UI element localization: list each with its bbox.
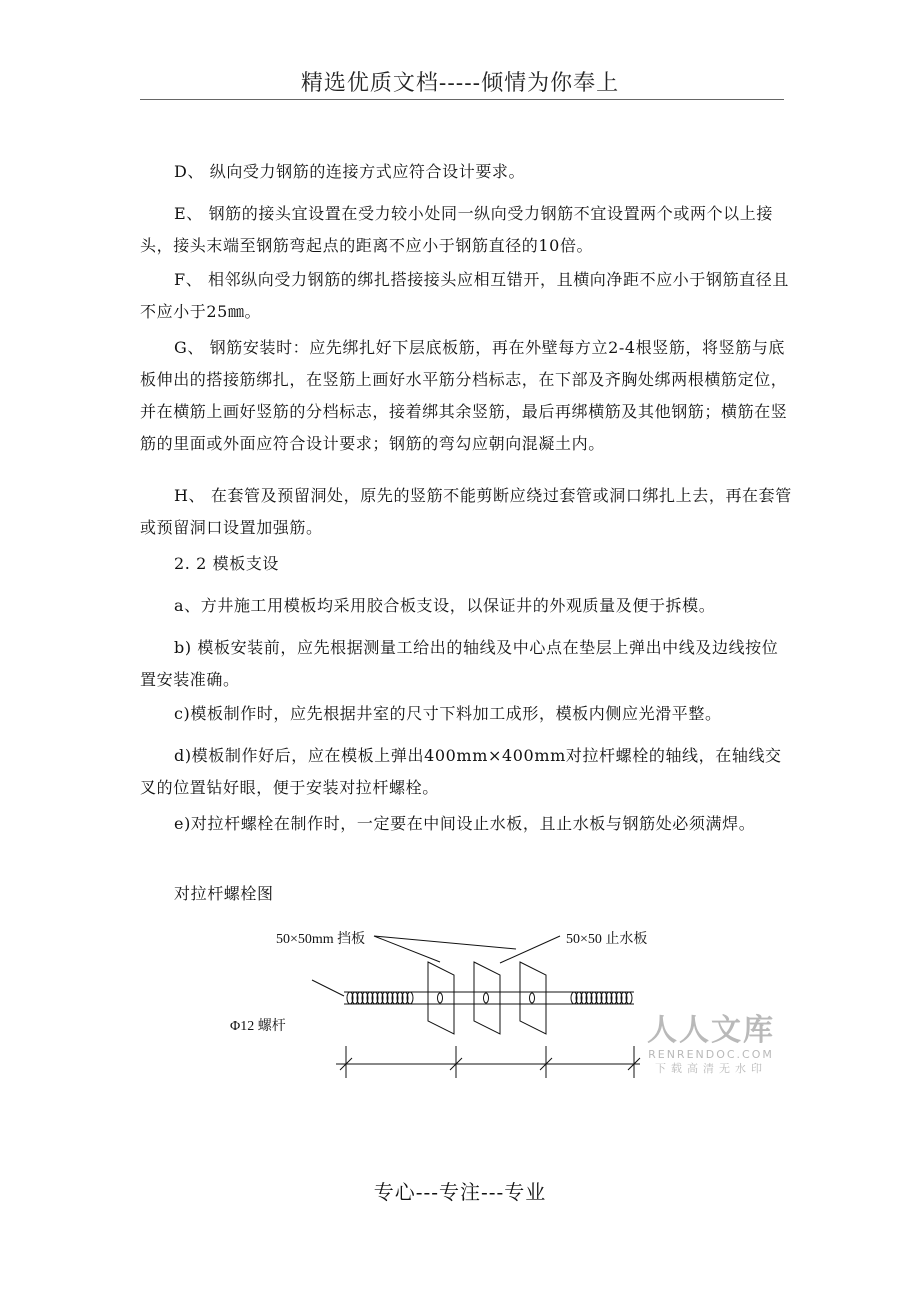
watermark-site: RENRENDOC.COM [648, 1048, 774, 1061]
section-heading-formwork: 2. 2 模板支设 [174, 554, 280, 573]
leader-line-baffle-1 [374, 936, 440, 962]
dimension-line [336, 1046, 640, 1078]
watermark-title: 人人文库 [647, 1013, 775, 1048]
leader-line-waterstop [500, 936, 560, 963]
paragraph-d: D、 纵向受力钢筋的连接方式应符合设计要求。 [174, 162, 526, 181]
tie-bolt-diagram [0, 900, 920, 1090]
paragraph-e: E、 钢筋的接头宜设置在受力较小处同一纵向受力钢筋不宜设置两个或两个以上接头，接头末端至钢筋弯起点的距离不应小于钢筋直径的10倍。 [140, 204, 773, 255]
label-waterstop: 50×50 止水板 [566, 932, 648, 947]
leader-line-rod [312, 980, 344, 996]
paragraph-d-formwork: d)模板制作好后，应在模板上弹出400mm×400mm对拉杆螺栓的轴线，在轴线交叉的位置钻好眼，便于安装对拉杆螺栓。 [140, 746, 782, 797]
page-footer: 专心---专注---专业 [373, 1180, 547, 1204]
waterstop-plate [474, 962, 500, 1034]
paragraph-g: G、 钢筋安装时：应先绑扎好下层底板筋，再在外壁每方立2-4根竖筋，将竖筋与底板伸出的搭接筋绑扎，在竖筋上画好水平筋分档标志，在下部及齐胸处绑两根横筋定位，并在横筋上画好竖筋的分档标志，接着绑其余竖筋，最后再绑横筋及其他钢筋；横筋在竖筋的里面或外面应符合设计要求；钢筋的弯勾应朝向混凝土内。 [140, 338, 788, 453]
leader-line-baffle-2 [374, 936, 516, 949]
thread-right [571, 992, 632, 1004]
paragraph-b: b) 模板安装前，应先根据测量工给出的轴线及中心点在垫层上弹出中线及边线按位置安装准确。 [140, 638, 779, 689]
page-header-title: 精选优质文档-----倾情为你奉上 [300, 71, 620, 96]
paragraph-a: a、方井施工用模板均采用胶合板支设，以保证井的外观质量及便于拆模。 [174, 596, 716, 615]
baffle-plate-right [520, 962, 546, 1034]
watermark-slogan: 下载高清无水印 [655, 1062, 767, 1075]
baffle-plate-left [428, 962, 454, 1034]
label-rod: Φ12 螺杆 [230, 1019, 286, 1034]
thread-left [347, 992, 413, 1004]
paragraph-c: c)模板制作时，应先根据井室的尺寸下料加工成形，模板内侧应光滑平整。 [174, 704, 722, 723]
paragraph-h: H、 在套管及预留洞处，原先的竖筋不能剪断应绕过套管或洞口绑扎上去，再在套管或预留洞口设置加强筋。 [140, 486, 792, 537]
paragraph-f: F、 相邻纵向受力钢筋的绑扎搭接接头应相互错开，且横向净距不应小于钢筋直径且不应小于25㎜。 [140, 270, 789, 321]
header-divider [140, 99, 784, 100]
label-baffle: 50×50mm 挡板 [276, 932, 366, 947]
figure-title: 对拉杆螺栓图 [174, 884, 274, 903]
paragraph-e-formwork: e)对拉杆螺栓在制作时，一定要在中间设止水板，且止水板与钢筋处必须满焊。 [174, 814, 756, 833]
watermark [646, 1014, 776, 1076]
